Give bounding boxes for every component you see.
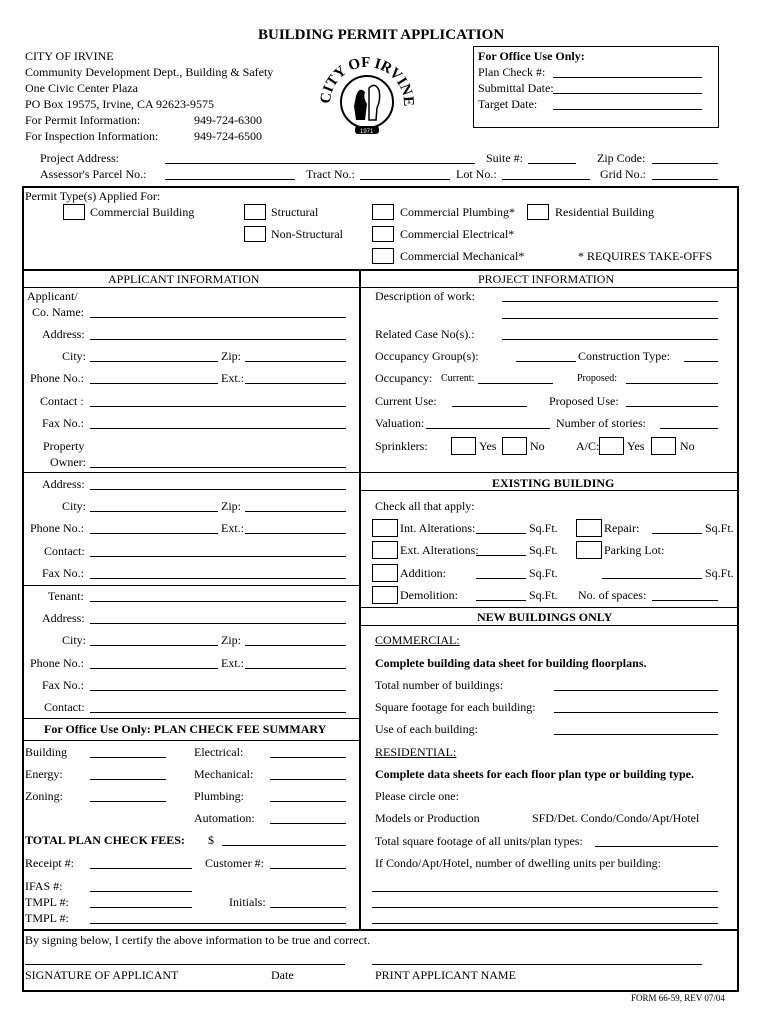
ext-alterations-label: Ext. Alterations: <box>400 543 479 557</box>
addition-checkbox[interactable] <box>372 564 398 582</box>
repair-label: Repair: <box>604 521 640 535</box>
total-sqft-label: Total square footage of all units/plan types: <box>375 834 583 848</box>
tenant-fax-field[interactable] <box>90 690 346 691</box>
non-structural-label: Non-Structural <box>271 227 343 241</box>
owner-address-field[interactable] <box>90 489 346 490</box>
parcel-field[interactable] <box>165 179 295 180</box>
total-fees-label: TOTAL PLAN CHECK FEES: <box>25 833 185 847</box>
check-all-label: Check all that apply: <box>375 499 475 513</box>
tenant-contact-field[interactable] <box>90 712 346 713</box>
print-name-label: PRINT APPLICANT NAME <box>375 968 516 982</box>
sprinklers-no-label: No <box>530 439 545 453</box>
fee-divider-top <box>22 718 359 719</box>
occupancy-proposed-field[interactable] <box>626 383 718 384</box>
new-divider-bottom <box>359 625 739 626</box>
int-alterations-sqft: Sq.Ft. <box>529 521 558 535</box>
owner-city-field[interactable] <box>90 511 218 512</box>
city-seal-logo <box>316 46 416 142</box>
fee-automation-field[interactable] <box>270 823 346 824</box>
demolition-label: Demolition: <box>400 588 458 602</box>
project-section-header: PROJECT INFORMATION <box>478 272 615 286</box>
dwelling-field-3[interactable] <box>372 923 718 924</box>
section-divider <box>22 269 739 271</box>
fee-automation-label: Automation: <box>194 811 255 825</box>
page-title: BUILDING PERMIT APPLICATION <box>258 27 505 43</box>
takeoffs-note: * REQUIRES TAKE-OFFS <box>578 249 713 263</box>
tenant-field[interactable] <box>90 601 346 602</box>
commercial-electrical-label: Commercial Electrical* <box>400 227 515 241</box>
signature-label: SIGNATURE OF APPLICANT <box>25 968 179 982</box>
valuation-label: Valuation: <box>375 416 425 430</box>
int-alterations-field[interactable] <box>476 533 526 534</box>
tenant-label: Tenant: <box>48 589 84 603</box>
current-use-field[interactable] <box>452 406 527 407</box>
fee-building-label: Building <box>25 745 68 759</box>
parcel-label: Assessor's Parcel No.: <box>40 167 147 181</box>
tenant-zip-label: Zip: <box>221 633 241 647</box>
applicant-contact-label: Contact : <box>40 394 84 408</box>
parking-sqft: Sq.Ft. <box>705 566 734 580</box>
stories-field[interactable] <box>660 428 718 429</box>
commercial-building-label: Commercial Building <box>90 205 195 219</box>
tenant-city-label: City: <box>62 633 87 647</box>
tmpl-label-2: TMPL #: <box>25 911 69 925</box>
circle-one-label: Please circle one: <box>375 789 459 803</box>
proposed-use-field[interactable] <box>626 406 718 407</box>
residential-note: Complete data sheets for each floor plan type or building type. <box>375 767 695 781</box>
ac-yes-checkbox[interactable] <box>599 437 624 455</box>
dwelling-units-label: If Condo/Apt/Hotel, number of dwelling units per building: <box>375 856 661 870</box>
applicant-ext-field[interactable] <box>245 383 346 384</box>
parking-sqft-field[interactable] <box>602 578 702 579</box>
submittal-date-label: Submittal Date: <box>478 81 554 95</box>
fee-building-field[interactable] <box>90 757 166 758</box>
new-buildings-header: NEW BUILDINGS ONLY <box>477 610 613 624</box>
tmpl-field-2[interactable] <box>90 923 346 924</box>
ac-yes-label: Yes <box>627 439 645 453</box>
fee-divider-bottom <box>22 740 359 741</box>
initials-label: Initials: <box>229 895 266 909</box>
applicant-zip-field[interactable] <box>245 361 346 362</box>
lot-label: Lot No.: <box>456 167 497 181</box>
ac-label: A/C: <box>576 439 600 453</box>
submittal-date-field[interactable] <box>553 93 702 94</box>
residential-building-label: Residential Building <box>555 205 654 219</box>
addition-label: Addition: <box>400 566 447 580</box>
residential-building-checkbox[interactable] <box>527 204 549 220</box>
spaces-label: No. of spaces: <box>578 588 647 602</box>
co-name-field[interactable] <box>90 317 346 318</box>
repair-field[interactable] <box>652 533 702 534</box>
current-use-label: Current Use: <box>375 394 437 408</box>
ac-no-checkbox[interactable] <box>651 437 676 455</box>
header-rule <box>22 287 739 288</box>
int-alterations-checkbox[interactable] <box>372 519 398 537</box>
owner-fax-field[interactable] <box>90 578 346 579</box>
tract-label: Tract No.: <box>306 167 355 181</box>
permit-types-title: Permit Type(s) Applied For: <box>25 189 161 203</box>
fee-zoning-field[interactable] <box>90 801 166 802</box>
related-case-field[interactable] <box>502 339 718 340</box>
office-use-title: For Office Use Only: <box>478 49 585 63</box>
structural-label: Structural <box>271 205 319 219</box>
occupancy-group-label: Occupancy Group(s): <box>375 349 479 363</box>
fee-energy-label: Energy: <box>25 767 63 781</box>
customer-label: Customer #: <box>205 856 264 870</box>
commercial-heading: COMMERCIAL: <box>375 633 460 647</box>
repair-checkbox[interactable] <box>576 519 602 537</box>
plan-check-field[interactable] <box>553 77 702 78</box>
tenant-city-field[interactable] <box>90 645 218 646</box>
proposed-use-label: Proposed Use: <box>549 394 619 408</box>
addition-field[interactable] <box>476 578 526 579</box>
seal-text: CITY OF IRVINE <box>317 54 416 107</box>
new-divider-top <box>359 607 739 608</box>
fee-mechanical-label: Mechanical: <box>194 767 254 781</box>
description-field-1[interactable] <box>502 301 718 302</box>
applicant-fax-field[interactable] <box>90 428 346 429</box>
fee-electrical-field[interactable] <box>270 757 346 758</box>
grid-label: Grid No.: <box>600 167 646 181</box>
applicant-city-label: City: <box>62 349 87 363</box>
certification-text: By signing below, I certify the above information to be true and correct. <box>25 933 371 947</box>
permit-info-label: For Permit Information: <box>25 113 141 127</box>
co-name-label: Co. Name: <box>32 305 84 319</box>
occupancy-current-field[interactable] <box>478 383 553 384</box>
customer-field[interactable] <box>270 868 346 869</box>
total-buildings-field[interactable] <box>554 690 718 691</box>
parking-lot-checkbox[interactable] <box>576 541 602 559</box>
ac-no-label: No <box>680 439 695 453</box>
fee-plumbing-label: Plumbing: <box>194 789 245 803</box>
use-each-field[interactable] <box>554 734 718 735</box>
po-box: PO Box 19575, Irvine, CA 92623-9575 <box>25 97 214 111</box>
commercial-mechanical-label: Commercial Mechanical* <box>400 249 525 263</box>
tenant-ext-label: Ext.: <box>221 656 244 670</box>
property-label: Property <box>43 439 85 453</box>
tenant-ext-field[interactable] <box>245 668 346 669</box>
residential-heading: RESIDENTIAL: <box>375 745 457 759</box>
print-name-field[interactable] <box>372 964 702 965</box>
tenant-divider <box>22 585 359 586</box>
lot-field[interactable] <box>502 179 590 180</box>
occupancy-label: Occupancy: <box>375 371 433 385</box>
dollar-sign: $ <box>208 833 214 847</box>
fee-energy-field[interactable] <box>90 779 166 780</box>
initials-field[interactable] <box>270 907 346 908</box>
zip-code-field[interactable] <box>652 163 718 164</box>
fee-electrical-label: Electrical: <box>194 745 244 759</box>
structural-checkbox[interactable] <box>244 204 266 220</box>
applicant-ext-label: Ext.: <box>221 371 244 385</box>
project-address-field[interactable] <box>165 163 475 164</box>
owner-city-label: City: <box>62 499 87 513</box>
project-address-label: Project Address: <box>40 151 119 165</box>
owner-ext-label: Ext.: <box>221 521 244 535</box>
svg-text:CITY OF IRVINE <box>318 55 416 107</box>
ext-alterations-sqft: Sq.Ft. <box>529 543 558 557</box>
signature-divider <box>22 929 739 931</box>
spaces-field[interactable] <box>652 600 718 601</box>
commercial-mechanical-checkbox[interactable] <box>372 248 394 264</box>
description-label: Description of work: <box>375 289 475 303</box>
related-case-label: Related Case No(s).: <box>375 327 475 341</box>
valuation-field[interactable] <box>426 428 550 429</box>
total-sqft-field[interactable] <box>595 846 718 847</box>
repair-sqft: Sq.Ft. <box>705 521 734 535</box>
owner-divider <box>22 472 359 473</box>
tenant-phone-label: Phone No.: <box>30 656 84 670</box>
tenant-address-field[interactable] <box>90 623 346 624</box>
sprinklers-label: Sprinklers: <box>375 439 428 453</box>
total-fees-field[interactable] <box>222 845 346 846</box>
signature-field[interactable] <box>25 964 345 965</box>
commercial-plumbing-checkbox[interactable] <box>372 204 394 220</box>
existing-divider-bottom <box>359 490 739 491</box>
demolition-sqft: Sq.Ft. <box>529 588 558 602</box>
tmpl-field-1[interactable] <box>90 907 192 908</box>
commercial-electrical-checkbox[interactable] <box>372 226 394 242</box>
construction-type-field[interactable] <box>684 361 718 362</box>
owner-fax-label: Fax No.: <box>42 566 84 580</box>
owner-zip-field[interactable] <box>245 511 346 512</box>
sprinklers-no-checkbox[interactable] <box>502 437 527 455</box>
sqft-each-label: Square footage for each building: <box>375 700 536 714</box>
inspection-info-phone: 949-724-6500 <box>194 129 262 143</box>
models-option[interactable]: Models or Production <box>375 811 480 825</box>
plan-check-label: Plan Check #: <box>478 65 546 79</box>
fee-mechanical-field[interactable] <box>270 779 346 780</box>
int-alterations-label: Int. Alterations: <box>400 521 476 535</box>
target-date-label: Target Date: <box>478 97 538 111</box>
tract-field[interactable] <box>360 179 450 180</box>
owner-phone-field[interactable] <box>90 533 218 534</box>
occupancy-group-field[interactable] <box>516 361 576 362</box>
owner-phone-label: Phone No.: <box>30 521 84 535</box>
non-structural-checkbox[interactable] <box>244 226 266 242</box>
occupancy-current-label: Current: <box>441 373 475 384</box>
grid-field[interactable] <box>652 179 718 180</box>
target-date-field[interactable] <box>553 109 702 110</box>
owner-contact-field[interactable] <box>90 556 346 557</box>
permit-info-phone: 949-724-6300 <box>194 113 262 127</box>
addition-sqft: Sq.Ft. <box>529 566 558 580</box>
form-number: FORM 66-59, REV 07/04 <box>631 993 725 1003</box>
applicant-zip-label: Zip: <box>221 349 241 363</box>
applicant-address-field[interactable] <box>90 339 346 340</box>
applicant-phone-label: Phone No.: <box>30 371 84 385</box>
tmpl-label-1: TMPL #: <box>25 895 69 909</box>
sfd-option[interactable]: SFD/Det. Condo/Condo/Apt/Hotel <box>532 811 700 825</box>
tenant-phone-field[interactable] <box>90 668 218 669</box>
applicant-phone-field[interactable] <box>90 383 218 384</box>
applicant-city-field[interactable] <box>90 361 218 362</box>
owner-address-label: Address: <box>42 477 85 491</box>
sprinklers-yes-label: Yes <box>479 439 497 453</box>
fee-zoning-label: Zoning: <box>25 789 63 803</box>
sprinklers-yes-checkbox[interactable] <box>451 437 476 455</box>
owner-contact-label: Contact: <box>44 544 85 558</box>
seal-year: 1971 <box>360 129 374 135</box>
existing-building-header: EXISTING BUILDING <box>492 476 615 490</box>
stories-label: Number of stories: <box>556 416 646 430</box>
city-name: CITY OF IRVINE <box>25 49 114 63</box>
dwelling-field-1[interactable] <box>372 891 718 892</box>
ext-alterations-checkbox[interactable] <box>372 541 398 559</box>
demolition-checkbox[interactable] <box>372 586 398 604</box>
tenant-address-label: Address: <box>42 611 85 625</box>
owner-zip-label: Zip: <box>221 499 241 513</box>
applicant-section-header: APPLICANT INFORMATION <box>108 272 260 286</box>
use-each-label: Use of each building: <box>375 722 478 736</box>
applicant-fax-label: Fax No.: <box>42 416 84 430</box>
owner-label: Owner: <box>50 455 86 469</box>
inspection-info-label: For Inspection Information: <box>25 129 159 143</box>
commercial-note: Complete building data sheet for building floorplans. <box>375 656 647 670</box>
occupancy-proposed-label: Proposed: <box>577 373 617 384</box>
existing-divider-top <box>359 472 739 473</box>
receipt-label: Receipt #: <box>25 856 74 870</box>
department: Community Development Dept., Building & Safety <box>25 65 274 79</box>
suite-field[interactable] <box>528 163 576 164</box>
tenant-fax-label: Fax No.: <box>42 678 84 692</box>
receipt-field[interactable] <box>90 868 192 869</box>
street-address: One Civic Center Plaza <box>25 81 138 95</box>
ifas-label: IFAS #: <box>25 879 63 893</box>
tenant-zip-field[interactable] <box>245 645 346 646</box>
construction-type-label: Construction Type: <box>578 349 670 363</box>
parking-lot-label: Parking Lot: <box>604 543 665 557</box>
commercial-plumbing-label: Commercial Plumbing* <box>400 205 515 219</box>
column-divider <box>359 269 361 929</box>
suite-label: Suite #: <box>486 151 524 165</box>
total-buildings-label: Total number of buildings: <box>375 678 504 692</box>
dwelling-field-2[interactable] <box>372 907 718 908</box>
sqft-each-field[interactable] <box>554 712 718 713</box>
ifas-field[interactable] <box>90 891 192 892</box>
ext-alterations-field[interactable] <box>476 555 526 556</box>
commercial-building-checkbox[interactable] <box>63 204 85 220</box>
owner-field[interactable] <box>90 467 346 468</box>
owner-ext-field[interactable] <box>245 533 346 534</box>
zip-code-label: Zip Code: <box>597 151 646 165</box>
fee-summary-header: For Office Use Only: PLAN CHECK FEE SUMMARY <box>44 722 327 736</box>
description-field-2[interactable] <box>502 318 718 319</box>
applicant-label: Applicant/ <box>27 289 78 303</box>
applicant-address-label: Address: <box>42 327 85 341</box>
fee-plumbing-field[interactable] <box>270 801 346 802</box>
demolition-field[interactable] <box>476 600 526 601</box>
applicant-contact-field[interactable] <box>90 406 346 407</box>
date-label: Date <box>271 968 294 982</box>
tenant-contact-label: Contact: <box>44 700 85 714</box>
